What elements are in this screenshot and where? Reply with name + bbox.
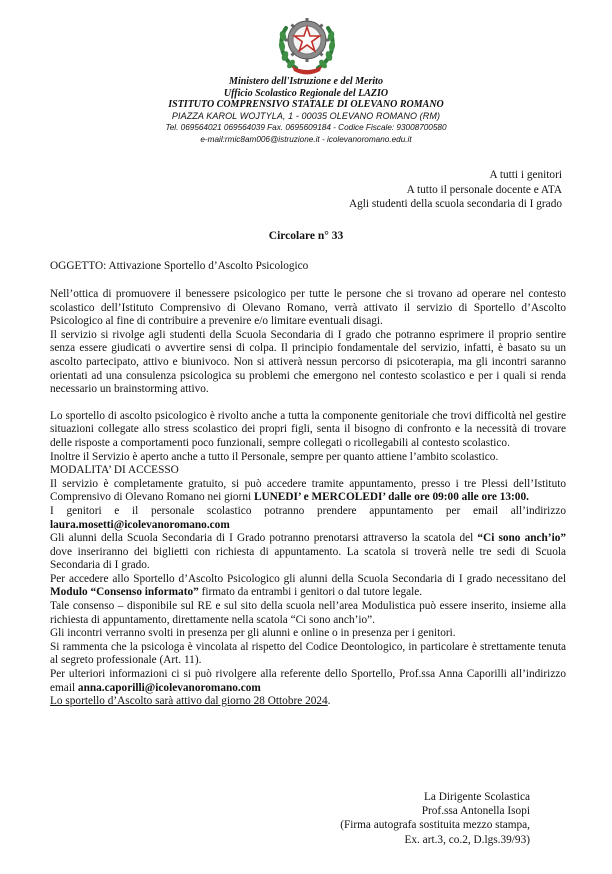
school-contacts: Tel. 069564021 069564039 Fax. 0695609184 - Codice Fiscale: 93008700580 <box>165 123 447 133</box>
section-heading: MODALITA’ DI ACCESSO <box>50 464 179 477</box>
paragraph: Per ulteriori informazioni ci si può rivolgere alla referente dello Sportello, Prof.ssa Anna Caporilli all’indirizzo email anna.caporilli@icolevanoromano.com <box>50 668 566 694</box>
signer-name: Prof.ssa Antonella Isopi <box>421 805 530 818</box>
paragraph: Inoltre il Servizio è aperto anche a tutto il Personale, sempre per quanto attiene l’ambito scolastico. <box>50 450 499 463</box>
paragraph: Gli alunni della Scuola Secondaria di I Grado potranno prenotarsi attraverso la scatola del “Ci sono anch’io” dove inseriranno dei biglietti con richiesta di appuntamento. La scatola si troverà nelle tre sedi di Scuola Secondaria di I grado. <box>50 532 567 572</box>
activation-date-note: Lo sportello d’Ascolto sarà attivo dal giorno 28 Ottobre 2024 <box>50 695 328 708</box>
subject-line: OGGETTO: Attivazione Sportello d’Ascolto Psicologico <box>50 260 309 272</box>
signer-role: La Dirigente Scolastica <box>423 791 530 803</box>
paragraph: Il servizio si rivolge agli studenti della Scuola Secondaria di I grado che potranno esprimere il proprio sentire senza essere giudicati o avvertire sensi di colpa. Il principio fondamentale del servizio, infatti, è basato su un ascolto partecipato, attivo e biunivoco. Non si attiverà nessun percorso di psicoterapia, ma gli incontri saranno orientati ad una consulenza psicologica su problemi che emergono nel contesto scolastico e per i quali si renda necessario un brainstorming attivo. <box>50 328 566 396</box>
letter-body <box>50 288 566 709</box>
school-email-website: e-mail:rmic8am006@istruzione.it - icolevanoromano.edu.it <box>200 134 412 144</box>
paragraph: Gli incontri verranno svolti in presenza per gli alunni e online o in presenza per i genitori. <box>50 627 456 640</box>
email-link[interactable]: laura.mosetti@icolevanoromano.com <box>50 518 230 531</box>
paragraph: Lo sportello d’Ascolto sarà attivo dal giorno 28 Ottobre 2024. <box>50 695 331 708</box>
addressee-line: Agli studenti della scuola secondaria di I grado <box>348 198 562 211</box>
regional-office: Ufficio Scolastico Regionale del LAZIO <box>223 87 389 99</box>
signature-block <box>340 790 530 847</box>
paragraph: Per accedere allo Sportello d’Ascolto Psicologico gli alunni della Scuola Secondaria di I grado necessitano del Modulo “Consenso informato” firmato da entrambi i genitori o dal tutore legale. <box>50 572 566 599</box>
addressee-line: A tutto il personale docente e ATA <box>406 183 562 196</box>
school-name: ISTITUTO COMPRENSIVO STATALE DI OLEVANO ROMANO <box>168 99 444 111</box>
paragraph: I genitori e il personale scolastico potranno prendere appuntamento per email all’indirizzo laura.mosetti@icolevanoromano.com <box>50 504 566 531</box>
signature-note: (Firma autografa sostituita mezzo stampa, <box>340 819 530 832</box>
ministry-name: Ministero dell'Istruzione e del Merito <box>229 76 383 87</box>
signature-note: Ex. art.3, co.2, D.lgs.39/93) <box>404 833 530 846</box>
paragraph: Si rammenta che la psicologa è vincolata al rispetto del Codice Deontologico, in particolare è strettamente tenuta al segreto professionale (Art. 11). <box>50 640 566 667</box>
paragraph: Tale consenso – disponibile sul RE e sul sito della scuola nell’area Modulistica può essere inserito, insieme alla richiesta di appuntamento, direttamente nella scatola “Ci sono anch’io”. <box>50 600 566 626</box>
addressees <box>349 168 562 212</box>
school-address: PIAZZA KAROL WOJTYLA, 1 - 00035 OLEVANO ROMANO (RM) <box>171 110 441 121</box>
paragraph: Il servizio è completamente gratuito, si può accedere tramite appuntamento, presso i tre Plessi dell’Istituto Comprensivo di Olevano Romano nei giorni LUNEDI’ e MERCOLEDI’ dalle ore 09:00 alle ore 13:00. <box>50 477 566 504</box>
addressee-line: A tutti i genitori <box>489 169 562 181</box>
paragraph: Nell’ottica di promuovere il benessere psicologico per tutte le persone che si trovano ad operare nel contesto scolastico dell’Istituto Comprensivo di Olevano Romano, verrà attivato il servizio di Sportello d’Ascolto Psicologico al fine di contribuire a prevenire e/o limitare eventuali disagi. <box>50 288 566 328</box>
email-link[interactable]: anna.caporilli@icolevanoromano.com <box>77 681 261 694</box>
italian-republic-emblem-icon <box>274 8 340 76</box>
paragraph: Lo sportello di ascolto psicologico è rivolto anche a tutta la componente genitoriale che trovi difficoltà nel gestire situazioni collegate allo stress scolastico dei propri figli, senta il bisogno di confronto e la necessità di trovare delle risposte a comportamenti poco funzionali, sempre collegati o ricollegabili al contesto scolastico. <box>50 409 566 449</box>
letterhead <box>100 76 512 146</box>
circular-title: Circolare n° 33 <box>268 230 344 242</box>
